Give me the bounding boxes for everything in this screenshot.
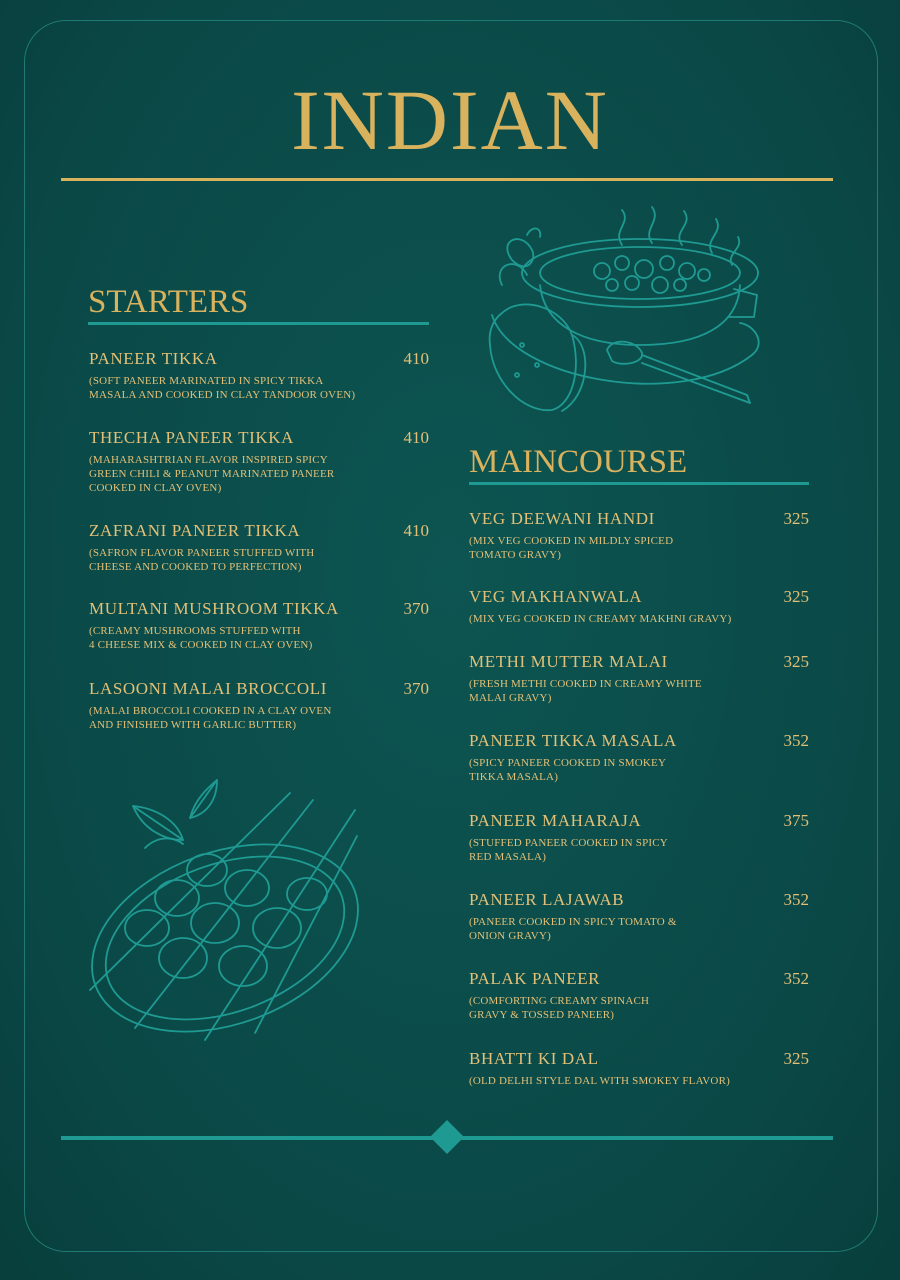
item-description: (FRESH METHI COOKED IN CREAMY WHITE MALAI GRAVY) xyxy=(469,678,702,704)
item-price: 375 xyxy=(783,811,809,830)
item-price: 352 xyxy=(783,731,809,750)
menu-item xyxy=(89,428,431,495)
menu-item xyxy=(469,1049,811,1088)
item-description: (CREAMY MUSHROOMS STUFFED WITH 4 CHEESE MIX & COOKED IN CLAY OVEN) xyxy=(89,625,313,651)
item-name: PANEER LAJAWAB xyxy=(469,890,625,909)
menu-item xyxy=(89,679,431,732)
item-price: 370 xyxy=(403,599,429,618)
item-name: PANEER TIKKA xyxy=(89,349,218,368)
starters-divider xyxy=(88,322,429,325)
item-description: (MIX VEG COOKED IN MILDLY SPICED TOMATO GRAVY) xyxy=(469,535,674,561)
item-description: (SAFRON FLAVOR PANEER STUFFED WITH CHEESE AND COOKED TO PERFECTION) xyxy=(89,547,315,573)
menu-item xyxy=(469,652,811,705)
item-name: THECHA PANEER TIKKA xyxy=(89,428,295,447)
menu-item xyxy=(89,521,431,574)
item-price: 410 xyxy=(403,521,429,540)
item-price: 352 xyxy=(783,890,809,909)
item-description: (OLD DELHI STYLE DAL WITH SMOKEY FLAVOR) xyxy=(469,1075,730,1087)
starters-heading: STARTERS xyxy=(88,284,249,320)
item-name: MULTANI MUSHROOM TIKKA xyxy=(89,599,339,618)
item-description: (MALAI BROCCOLI COOKED IN A CLAY OVEN AND FINISHED WITH GARLIC BUTTER) xyxy=(89,705,332,731)
menu-item xyxy=(89,599,431,652)
curry-pot-illustration xyxy=(482,205,772,420)
item-price: 325 xyxy=(783,1049,809,1068)
menu-item xyxy=(469,811,811,864)
item-description: (SOFT PANEER MARINATED IN SPICY TIKKA MASALA AND COOKED IN CLAY TANDOOR OVEN) xyxy=(89,375,356,401)
item-name: VEG DEEWANI HANDI xyxy=(469,509,655,528)
menu-item xyxy=(469,509,811,562)
item-price: 370 xyxy=(403,679,429,698)
item-price: 352 xyxy=(783,969,809,988)
item-price: 410 xyxy=(403,428,429,447)
item-description: (STUFFED PANEER COOKED IN SPICY RED MASALA) xyxy=(469,837,668,863)
item-description: (MIX VEG COOKED IN CREAMY MAKHNI GRAVY) xyxy=(469,613,732,625)
skewers-illustration xyxy=(85,778,370,1048)
item-price: 325 xyxy=(783,652,809,671)
menu-item xyxy=(469,587,811,626)
item-description: (MAHARASHTRIAN FLAVOR INSPIRED SPICY GREEN CHILI & PEANUT MARINATED PANEER COOKED IN CLAY OVEN) xyxy=(89,454,335,494)
item-name: METHI MUTTER MALAI xyxy=(469,652,668,671)
item-description: (SPICY PANEER COOKED IN SMOKEY TIKKA MASALA) xyxy=(469,757,667,783)
maincourse-divider xyxy=(469,482,809,485)
item-price: 325 xyxy=(783,587,809,606)
item-name: BHATTI KI DAL xyxy=(469,1049,599,1068)
item-price: 325 xyxy=(783,509,809,528)
item-description: (PANEER COOKED IN SPICY TOMATO & ONION GRAVY) xyxy=(469,916,677,942)
title-divider xyxy=(61,178,833,181)
menu-item xyxy=(469,890,811,943)
menu-title: INDIAN xyxy=(291,72,609,168)
item-name: PANEER TIKKA MASALA xyxy=(469,731,677,750)
item-name: LASOONI MALAI BROCCOLI xyxy=(89,679,327,698)
item-name: VEG MAKHANWALA xyxy=(469,587,643,606)
item-name: PANEER MAHARAJA xyxy=(469,811,642,830)
item-price: 410 xyxy=(403,349,429,368)
maincourse-heading: MAINCOURSE xyxy=(469,444,688,480)
menu-item xyxy=(89,349,431,402)
menu-item xyxy=(469,731,811,784)
item-name: ZAFRANI PANEER TIKKA xyxy=(89,521,301,540)
item-description: (COMFORTING CREAMY SPINACH GRAVY & TOSSED PANEER) xyxy=(469,995,650,1021)
item-name: PALAK PANEER xyxy=(469,969,601,988)
menu-item xyxy=(469,969,811,1022)
